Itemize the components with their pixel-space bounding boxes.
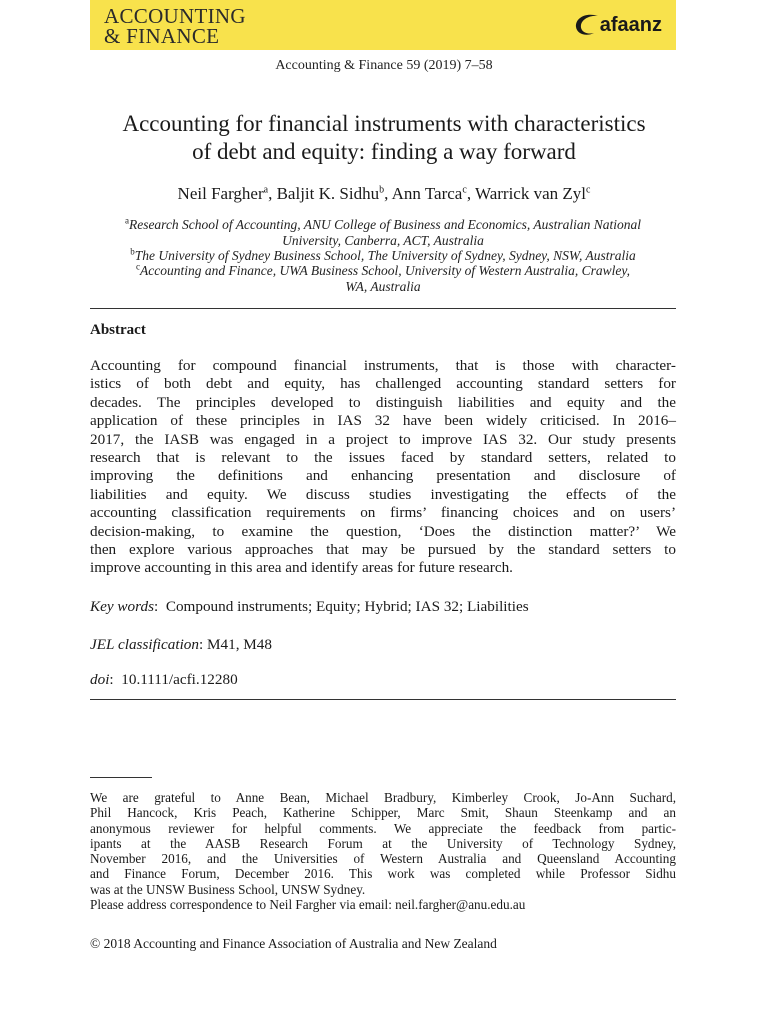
- abstract-line: decades. The principles developed to distinguish liabilities and equity and the: [90, 393, 676, 411]
- author-list: Neil Fargher$^a$, Baljit K. Sidhu$^b$, Ann Tarca$^c$, Warrick van Zyl$^c$: [177, 184, 591, 203]
- abstract-line: application of these principles in IAS 32 have been widely criticised. In 2016–: [90, 412, 676, 430]
- affil-line: University, Canberra, ACT, Australia: [282, 232, 484, 248]
- author-affil-mark: b: [379, 184, 385, 196]
- abstract-line: istics of both debt and equity, has challenged accounting standard setters for: [90, 375, 676, 393]
- citation: Accounting & Finance 59 (2019) 7–58: [275, 58, 493, 73]
- footnote-line: Phil Hancock, Kris Peach, Katherine Schipper, Marc Smit, Shaun Steenkamp and an: [90, 805, 676, 821]
- affil-line: WA, Australia: [345, 278, 421, 294]
- keywords-value: Compound instruments; Equity; Hybrid; IAS 32; Liabilities: [165, 598, 529, 615]
- keywords: Key words: Compound instruments; Equity; Hybrid; IAS 32; Liabilities: [90, 598, 529, 615]
- abstract-line: research that is relevant to the issues faced by standard setters, related to: [90, 449, 676, 467]
- abstract-line: accounting classification requirements on firms’ financing choices and on users’: [90, 504, 676, 522]
- abstract-line: Accounting for compound financial instruments, that is those with character-: [90, 357, 676, 374]
- abstract-bottom-rule: [90, 699, 676, 700]
- author-affil-mark: c: [462, 184, 467, 196]
- abstract-line: improving the definitions and enhancing presentation and disclosure of: [90, 467, 676, 485]
- affil-mark: a: [124, 215, 129, 226]
- footnote-line: November 2016, and the Universities of Western Australia and Queensland Accounting: [90, 851, 676, 867]
- author-name: Baljit K. Sidhu: [276, 184, 380, 203]
- footnote-rule: [90, 777, 152, 778]
- footnote-line: and Finance Forum, December 2016. This work was completed while Professor Sidhu: [90, 866, 676, 882]
- jel-classification: JEL classification: M41, M48: [90, 636, 272, 653]
- keywords-label: Key words: [90, 598, 154, 615]
- author-name: Neil Fargher: [177, 184, 264, 203]
- swoosh-icon: [572, 10, 602, 40]
- affil-line: The University of Sydney Business School, The University of Sydney, Sydney, NSW, Australia: [134, 248, 636, 263]
- abstract-line: 2017, the IASB was engaged in a project to improve IAS 32. Our study presents: [90, 430, 676, 448]
- footnote-line: was at the UNSW Business School, UNSW Sydney.: [90, 881, 366, 897]
- author-affil-mark: c: [586, 184, 591, 196]
- acknowledgement-footnote: [90, 790, 676, 912]
- abstract-line: then explore various approaches that may be pursued by the standard setters to: [90, 541, 676, 559]
- jel-label: JEL classification: [90, 636, 199, 653]
- author-affil-mark: a: [263, 184, 269, 196]
- logo-text: afaanz: [599, 13, 662, 36]
- affil-line: Accounting and Finance, UWA Business School, University of Western Australia, Crawley,: [139, 263, 630, 278]
- title-line1: Accounting for financial instruments with characteristics: [122, 111, 646, 136]
- abstract-line: decision-making, to examine the question, ‘Does the distinction matter?’ We: [90, 522, 676, 540]
- affiliation-b: [90, 248, 676, 264]
- journal-name-line1: ACCOUNTING: [104, 4, 246, 28]
- affil-mark: c: [135, 261, 140, 272]
- journal-name-line2: & FINANCE: [104, 24, 220, 48]
- paper-title: [60, 110, 708, 166]
- abstract-line: liabilities and equity. We discuss studies investigating the effects of the: [90, 485, 676, 503]
- affiliation-a: [90, 217, 676, 248]
- abstract-body: [90, 357, 676, 578]
- abstract-top-rule: [90, 308, 676, 309]
- abstract-heading: Abstract: [90, 322, 146, 338]
- footnote-line: anonymous reviewer for helpful comments. We appreciate the feedback from partic-: [90, 820, 676, 836]
- abstract-line: improve accounting in this area and identify areas for future research.: [90, 559, 513, 577]
- copyright-notice: © 2018 Accounting and Finance Association of Australia and New Zealand: [90, 936, 497, 951]
- doi-label: doi: [90, 671, 110, 688]
- correspondence-line: Please address correspondence to Neil Fargher via email: neil.fargher@anu.edu.au: [90, 897, 526, 913]
- affiliation-c: [90, 263, 676, 294]
- author-name: Warrick van Zyl: [475, 184, 586, 203]
- footnote-line: ipants at the AASB Research Forum at the University of Technology Sydney,: [90, 835, 676, 851]
- title-line2: of debt and equity: finding a way forward: [192, 139, 576, 164]
- afaanz-logo: [572, 10, 662, 40]
- doi: doi: 10.1111/acfi.12280: [90, 671, 238, 688]
- footnote-line: We are grateful to Anne Bean, Michael Bradbury, Kimberley Crook, Jo-Ann Suchard,: [90, 790, 676, 805]
- journal-name: [104, 6, 246, 46]
- affil-line: Research School of Accounting, ANU College of Business and Economics, Australian National: [128, 217, 642, 232]
- affil-mark: b: [130, 246, 135, 257]
- jel-value: M41, M48: [207, 636, 272, 653]
- journal-banner: [90, 0, 676, 50]
- author-name: Ann Tarca: [391, 184, 463, 203]
- doi-value: 10.1111/acfi.12280: [121, 671, 238, 688]
